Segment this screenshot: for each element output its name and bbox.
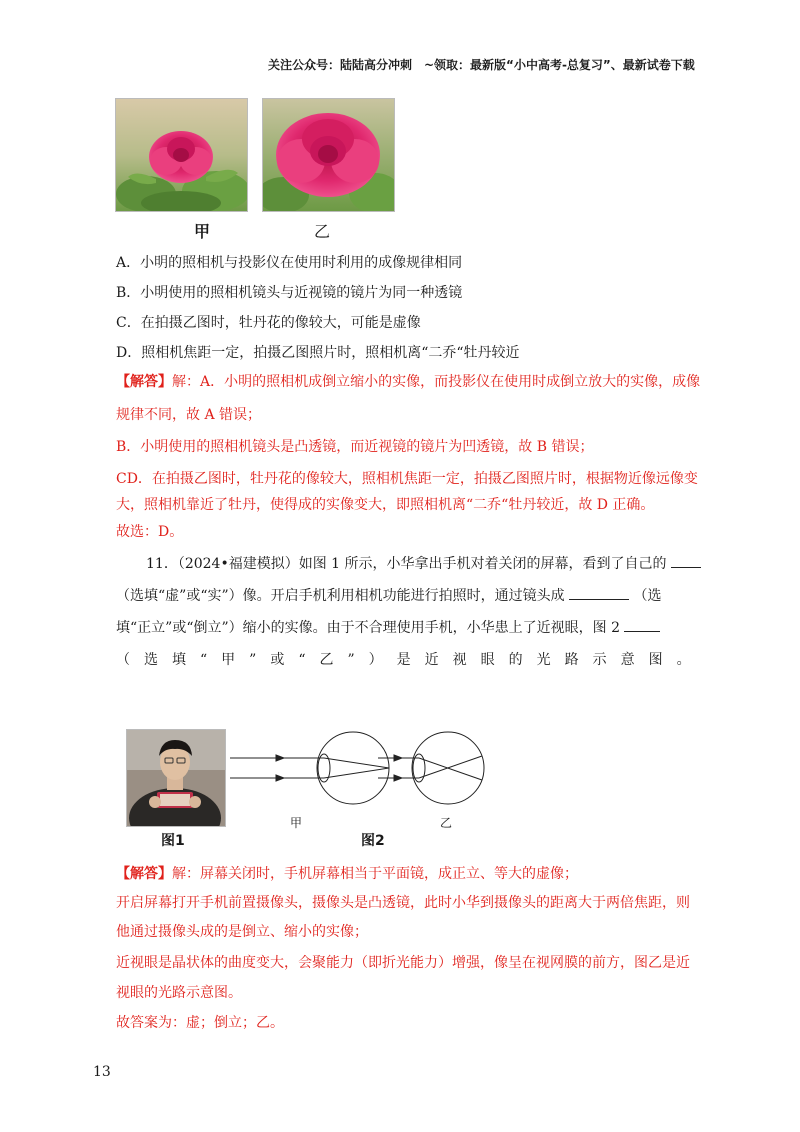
blank-2 xyxy=(569,585,629,600)
q10-answer-line-6: 故选：D。 xyxy=(116,524,184,540)
figure-2-eye-diagrams xyxy=(228,730,500,808)
option-b: B．小明使用的照相机镜头与近视镜的镜片为同一种透镜 xyxy=(116,285,463,301)
answer-text: 解：A．小明的照相机成倒立缩小的实像，而投影仪在使用时成倒立放大的实像，成像 xyxy=(172,374,701,390)
figure-1-label: 图1 xyxy=(161,833,185,849)
q11-answer-line-5: 视眼的光路示意图。 xyxy=(116,985,242,1001)
option-c: C．在拍摄乙图时，牡丹花的像较大，可能是虚像 xyxy=(116,315,421,331)
eye-diagram-yi xyxy=(378,732,484,804)
answer-text: 解：屏幕关闭时，手机屏幕相当于平面镜，成正立、等大的虚像； xyxy=(172,866,578,882)
q10-answer-line-5: 大，照相机靠近了牡丹，使得成的实像变大，即照相机离“二乔“牡丹较近，故 D 正确。 xyxy=(116,497,655,513)
eye-diagram-jia xyxy=(230,732,389,804)
figure-2-label: 图2 xyxy=(361,833,385,849)
caption-jia: 甲 xyxy=(194,222,211,241)
q11-line-3 xyxy=(116,612,708,644)
flower-illustration-jia xyxy=(116,99,247,211)
q11-line-4: （选填“甲”或“乙”）是近视眼的光路示意图。 xyxy=(116,652,705,668)
answer-tag: 【解答】 xyxy=(116,374,172,390)
flower-photo-jia xyxy=(115,98,248,212)
q10-answer-line-1 xyxy=(116,372,700,392)
flower-illustration-yi xyxy=(263,99,394,211)
q11-line-1 xyxy=(116,548,708,580)
figure-1-photo xyxy=(126,729,226,827)
q11-answer-line-3: 他通过摄像头成的是倒立、缩小的实像； xyxy=(116,924,368,940)
q10-answer-line-4: CD．在拍摄乙图时，牡丹花的像较大，照相机焦距一定，拍摄乙图照片时，根据物近像远像变 xyxy=(116,471,698,487)
figure-yi-label: 乙 xyxy=(440,816,453,830)
page-header: 关注公众号：陆陆高分冲刺 ~领取：最新版“小中高考-总复习”、最新试卷下载 xyxy=(268,58,695,72)
q11-text: 填“正立”或“倒立”）缩小的实像。由于不合理使用手机，小华患上了近视眼，图 2 xyxy=(116,620,620,636)
option-d: D．照相机焦距一定，拍摄乙图照片时，照相机离“二乔“牡丹较近 xyxy=(116,345,520,361)
q11-text: （选填“虚”或“实”）像。开启手机利用相机功能进行拍照时，通过镜头成 xyxy=(116,588,565,604)
q11-answer-line-6: 故答案为：虚；倒立；乙。 xyxy=(116,1015,284,1031)
answer-tag: 【解答】 xyxy=(116,866,172,882)
caption-yi: 乙 xyxy=(314,222,331,241)
page-number: 13 xyxy=(93,1064,111,1080)
question-11 xyxy=(116,548,708,676)
q11-answer-line-2: 开启屏幕打开手机前置摄像头，摄像头是凸透镜，此时小华到摄像头的距离大于两倍焦距，则 xyxy=(116,895,690,911)
q11-answer-line-1 xyxy=(116,864,578,884)
q10-answer-line-3: B．小明使用的照相机镜头是凸透镜，而近视镜的镜片为凹透镜，故 B 错误； xyxy=(116,439,594,455)
blank-1 xyxy=(671,553,701,568)
option-a: A．小明的照相机与投影仪在使用时利用的成像规律相同 xyxy=(116,255,463,271)
q11-answer-line-4: 近视眼是晶状体的曲度变大，会聚能力（即折光能力）增强，像呈在视网膜的前方，图乙是近 xyxy=(116,955,690,971)
q11-text: （选 xyxy=(633,588,662,604)
blank-3 xyxy=(624,617,660,632)
flower-photo-yi xyxy=(262,98,395,212)
q11-text: 11．（2024•福建模拟）如图 1 所示，小华拿出手机对着关闭的屏幕，看到了自己的 xyxy=(146,556,667,572)
q11-line-2 xyxy=(116,580,708,612)
q10-answer-line-2: 规律不同，故 A 错误； xyxy=(116,407,262,423)
figure-jia-label: 甲 xyxy=(290,816,303,830)
person-with-phone-illustration xyxy=(127,730,225,826)
